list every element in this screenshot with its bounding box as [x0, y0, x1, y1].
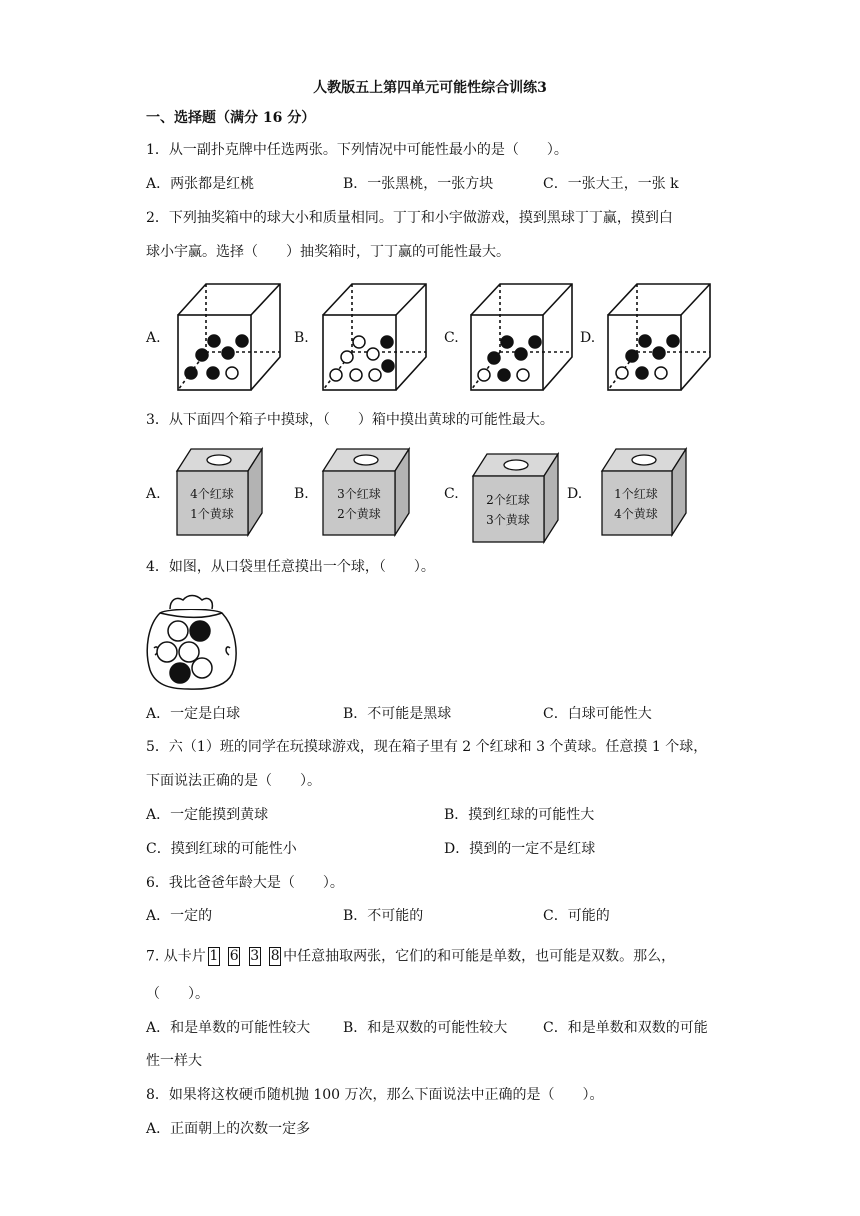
question-6-option-c: C．可能的 [543, 908, 610, 924]
question-3-label-b: B. [294, 486, 309, 502]
question-3-stem: 3．从下面四个箱子中摸球，（ ）箱中摸出黄球的可能性最大。 [146, 412, 554, 428]
question-2-line-1: 2．下列抽奖箱中的球大小和质量相同。丁丁和小宇做游戏，摸到黑球丁丁赢，摸到白 [146, 210, 673, 226]
question-3-label-a: A. [146, 486, 161, 502]
question-7-line-2: （ ）。 [146, 986, 209, 1002]
question-7-line-1 [146, 947, 675, 966]
question-5-option-b: B．摸到红球的可能性大 [444, 807, 595, 823]
question-8-stem: 8．如果将这枚硬币随机抛 100 万次，那么下面说法中正确的是（ ）。 [146, 1087, 604, 1103]
box-b-yellow: 2个黄球 [337, 507, 381, 521]
box-a-yellow: 1个黄球 [190, 507, 234, 521]
box-c-red: 2个红球 [486, 493, 530, 507]
question-5-option-d: D．摸到的一定不是红球 [444, 841, 596, 857]
question-4-option-c: C．白球可能性大 [543, 706, 652, 722]
box-d-red: 1个红球 [614, 487, 658, 501]
question-3-label-c: C. [444, 486, 459, 502]
card-3: 3 [250, 948, 260, 964]
section-heading: 一、选择题（满分 16 分） [146, 110, 316, 126]
box-c-yellow: 3个黄球 [486, 513, 530, 527]
question-7-option-c: C．和是单数和双数的可能 [543, 1020, 708, 1036]
question-4-option-a: A．一定是白球 [146, 706, 241, 722]
question-7-prefix: 7. 从卡片 [146, 948, 206, 965]
question-1-option-c: C．一张大王，一张 k [543, 176, 679, 192]
question-5-line-2: 下面说法正确的是（ ）。 [146, 773, 321, 789]
question-5-line-1: 5．六（1）班的同学在玩摸球游戏，现在箱子里有 2 个红球和 3 个黄球。任意摸 1 个球， [146, 739, 708, 755]
question-2-label-b: B. [294, 330, 309, 346]
question-6-stem: 6．我比爸爸年龄大是（ ）。 [146, 875, 344, 891]
question-5-option-a: A．一定能摸到黄球 [146, 807, 269, 823]
question-4-stem: 4．如图，从口袋里任意摸出一个球，（ ）。 [146, 559, 435, 575]
question-2-label-a: A. [146, 330, 161, 346]
question-8-option-a: A．正面朝上的次数一定多 [146, 1121, 311, 1137]
question-6-option-a: A．一定的 [146, 908, 213, 924]
box-b-red: 3个红球 [337, 487, 381, 501]
question-1-option-a: A．两张都是红桃 [146, 176, 255, 192]
question-6-option-b: B．不可能的 [343, 908, 424, 924]
question-7-suffix: 中任意抽取两张，它们的和可能是单数，也可能是双数。那么， [283, 948, 676, 965]
question-3-label-d: D. [567, 486, 583, 502]
question-2-label-d: D. [580, 330, 596, 346]
question-2-label-c: C. [444, 330, 459, 346]
card-4: 8 [270, 948, 280, 964]
card-2: 6 [229, 948, 239, 964]
question-2-line-2: 球小宇赢。选择（ ）抽奖箱时，丁丁赢的可能性最大。 [146, 244, 510, 260]
question-7-option-a: A．和是单数的可能性较大 [146, 1020, 311, 1036]
question-5-option-c: C．摸到红球的可能性小 [146, 841, 297, 857]
question-4-option-b: B．不可能是黑球 [343, 706, 452, 722]
card-1: 1 [209, 948, 219, 964]
box-d-yellow: 4个黄球 [614, 507, 658, 521]
box-a-red: 4个红球 [190, 487, 234, 501]
page-title: 人教版五上第四单元可能性综合训练3 [313, 80, 547, 96]
question-1-stem: 1．从一副扑克牌中任选两张。下列情况中可能性最小的是（ ）。 [146, 142, 568, 158]
question-7-option-b: B．和是双数的可能性较大 [343, 1020, 508, 1036]
question-1-option-b: B．一张黑桃，一张方块 [343, 176, 494, 192]
question-7-option-c-cont: 性一样大 [146, 1053, 202, 1069]
